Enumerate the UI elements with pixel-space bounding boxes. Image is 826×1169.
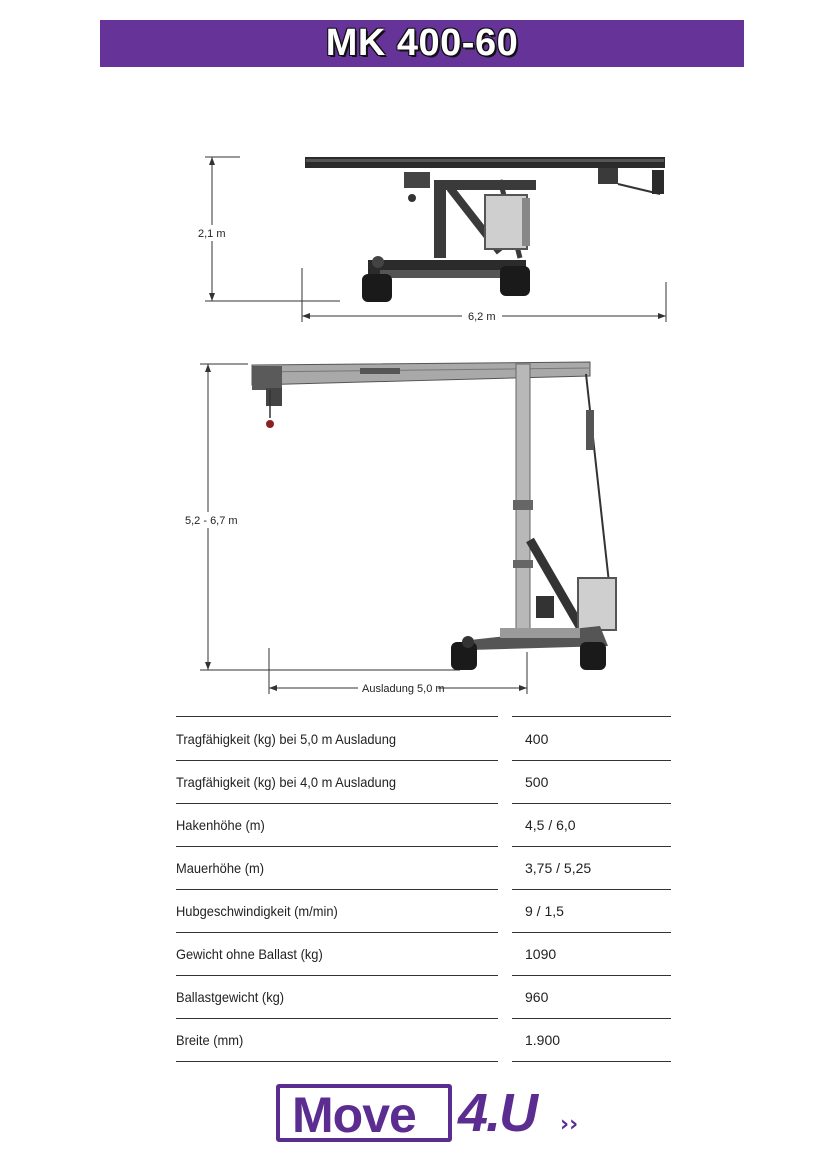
spec-value: 960: [525, 989, 549, 1005]
crane-working-illustration: [184, 362, 616, 695]
spec-value: 3,75 / 5,25: [525, 860, 592, 876]
logo-suffix: 4.U: [458, 1083, 537, 1143]
move4u-logo: [276, 1082, 596, 1146]
spec-value: 1.900: [525, 1032, 561, 1048]
spec-row: [0, 889, 826, 932]
page-title: MK 400-60: [325, 22, 519, 64]
spec-label: Tragfähigkeit (kg) bei 4,0 m Ausladung: [176, 774, 397, 790]
logo-arrows: ››: [560, 1112, 579, 1137]
spec-value: 4,5 / 6,0: [525, 817, 576, 833]
spec-row: [0, 760, 826, 803]
spec-label: Hubgeschwindigkeit (m/min): [176, 903, 338, 919]
table-rule: [176, 1061, 498, 1062]
spec-value: 500: [525, 774, 549, 790]
spec-row: [0, 932, 826, 975]
spec-row: [0, 975, 826, 1018]
transport-height-label: 2,1 m: [198, 228, 226, 240]
table-rule: [512, 1061, 671, 1062]
working-height-label: 5,2 - 6,7 m: [185, 515, 238, 527]
spec-label: Gewicht ohne Ballast (kg): [176, 946, 323, 962]
spec-value: 1090: [525, 946, 557, 962]
spec-value: 400: [525, 731, 549, 747]
spec-label: Ballastgewicht (kg): [176, 989, 285, 1005]
crane-transport-illustration: [196, 157, 666, 323]
spec-label: Breite (mm): [176, 1032, 244, 1048]
spec-row: [0, 803, 826, 846]
spec-row: [0, 846, 826, 889]
spec-label: Mauerhöhe (m): [176, 860, 265, 876]
spec-row: [0, 1018, 826, 1061]
logo-word: Move: [292, 1087, 416, 1143]
working-reach-label: Ausladung 5,0 m: [362, 683, 445, 695]
logo-frame: [276, 1084, 452, 1142]
spec-label: Hakenhöhe (m): [176, 817, 265, 833]
spec-label: Tragfähigkeit (kg) bei 5,0 m Ausladung: [176, 731, 397, 747]
spec-row: [0, 717, 826, 760]
transport-length-label: 6,2 m: [468, 311, 496, 323]
spec-value: 9 / 1,5: [525, 903, 564, 919]
